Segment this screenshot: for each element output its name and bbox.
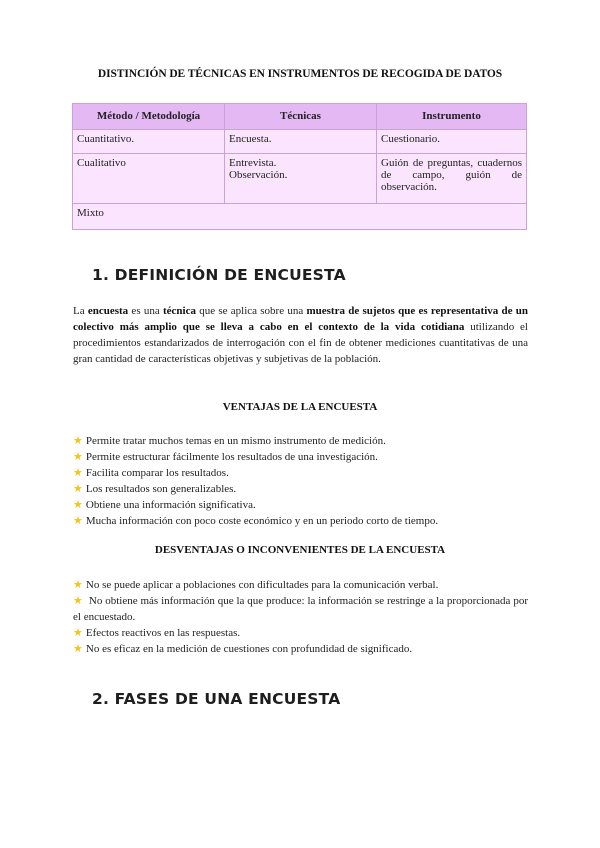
list-item [73,433,528,449]
table-cell: Mixto [73,204,527,230]
star-icon: ★ [73,643,83,655]
list-item-text: No obtiene más información que la que produce: la información se restringe a la proporcionada por el encuestado. [73,595,528,623]
ventajas-title: VENTAJAS DE LA ENCUESTA [222,401,378,413]
list-item-text: Los resultados son generalizables. [85,483,237,495]
list-item-text: Facilita comparar los resultados. [85,467,229,479]
list-item [73,577,528,593]
text-run: utilizando el procedimientos estandarizados de interrogación con el fin de obtener mediciones cuantitativas de una gran cantidad de características objetivas y subjetivas de la población. [73,321,528,365]
desventajas-title: DESVENTAJAS O INCONVENIENTES DE LA ENCUESTA [154,544,446,556]
star-icon: ★ [73,499,83,511]
star-icon: ★ [73,627,83,639]
list-item [73,625,528,641]
table-row [73,130,527,154]
table-cell: Entrevista. Observación. [225,154,377,204]
desventajas-list [73,577,528,657]
list-item [73,641,528,657]
star-icon: ★ [73,595,83,607]
bold-run: encuesta [87,305,129,317]
table-header-cell: Método / Metodología [73,104,225,130]
table-cell: Encuesta. [225,130,377,154]
star-icon: ★ [73,451,83,463]
list-item [73,465,528,481]
star-icon: ★ [73,467,83,479]
table-row [73,154,527,204]
star-icon: ★ [73,515,83,527]
text-run: La [73,305,88,317]
section-heading: 2. FASES DE UNA ENCUESTA [92,690,341,708]
list-item-text: Obtiene una información significativa. [85,499,256,511]
table-title: DISTINCIÓN DE TÉCNICAS EN INSTRUMENTOS DE RECOGIDA DE DATOS [97,68,503,80]
section-heading: 1. DEFINICIÓN DE ENCUESTA [92,266,346,284]
definition-paragraph [73,303,528,367]
ventajas-list [73,433,528,529]
list-item-text: Efectos reactivos en las respuestas. [85,627,241,639]
list-item [73,481,528,497]
list-item [73,497,528,513]
table-cell: Guión de preguntas, cuadernos de campo, guión de observación. [377,154,527,204]
list-item-text: Permite estructurar fácilmente los resultados de una investigación. [85,451,378,463]
star-icon: ★ [73,579,83,591]
table-cell: Cuestionario. [377,130,527,154]
list-item-text: Mucha información con poco coste económico y en un periodo corto de tiempo. [85,515,439,527]
table-cell: Cuantitativo. [73,130,225,154]
table-row [73,204,527,230]
techniques-table [72,103,527,230]
bold-run: muestra de sujetos que es representativa de un colectivo más amplio que se lleva a cabo en el contexto de la vida cotidiana [73,305,529,333]
list-item-text: No es eficaz en la medición de cuestiones con profundidad de significado. [85,643,413,655]
bold-run: técnica [162,305,196,317]
star-icon: ★ [73,435,83,447]
list-item-text: Permite tratar muchos temas en un mismo instrumento de medición. [85,435,386,447]
list-item [73,449,528,465]
table-header-cell: Técnicas [225,104,377,130]
list-item-text: No se puede aplicar a poblaciones con dificultades para la comunicación verbal. [85,579,439,591]
table-header-row [73,104,527,130]
text-run: es una [128,305,163,317]
table-header-cell: Instrumento [377,104,527,130]
table-cell: Cualitativo [73,154,225,204]
star-icon: ★ [73,483,83,495]
list-item [73,593,528,625]
list-item [73,513,528,529]
text-run: que se aplica sobre una [195,305,307,317]
